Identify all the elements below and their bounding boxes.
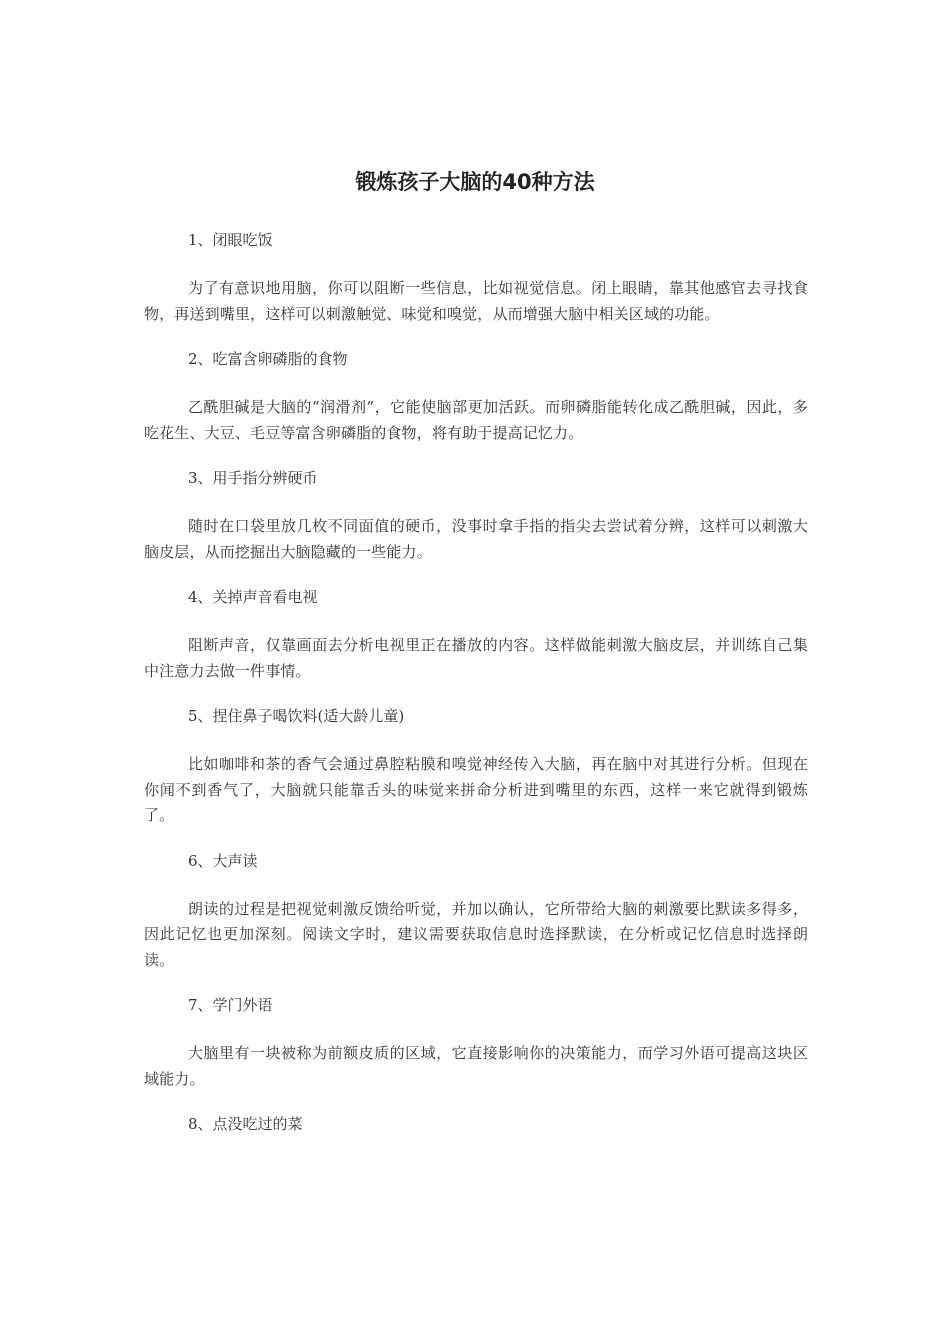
document-title: 锻炼孩子大脑的40种方法 (355, 170, 595, 194)
section-paragraph: 朗读的过程是把视觉刺激反馈给听觉，并加以确认，它所带给大脑的刺激要比默读多得多，因此记忆也更加深刻。阅读文字时，建议需要获取信息时选择默读，在分析或记忆信息时选择朗读。 (144, 899, 808, 969)
section-paragraph: 阻断声音，仅靠画面去分析电视里正在播放的内容。这样做能刺激大脑皮层，并训练自己集中注意力去做一件事情。 (144, 636, 808, 680)
section-heading: 6、大声读 (188, 851, 258, 870)
document-body (144, 228, 808, 1160)
section-heading: 1、闭眼吃饭 (188, 231, 273, 249)
section-paragraph: 为了有意识地用脑，你可以阻断一些信息，比如视觉信息。闭上眼睛，靠其他感官去寻找食物，再送到嘴里，这样可以刺激触觉、味觉和嗅觉，从而增强大脑中相关区域的功能。 (144, 279, 808, 323)
section-paragraph: 大脑里有一块被称为前额皮质的区域，它直接影响你的决策能力，而学习外语可提高这块区域能力。 (144, 1044, 808, 1088)
section-heading: 8、点没吃过的菜 (188, 1115, 303, 1133)
section-heading: 3、用手指分辨硬币 (188, 469, 318, 487)
section-paragraph: 乙酰胆碱是大脑的“润滑剂”，它能使脑部更加活跃。而卵磷脂能转化成乙酰胆碱，因此，多吃花生、大豆、毛豆等富含卵磷脂的食物，将有助于提高记忆力。 (144, 398, 808, 442)
section-heading: 7、学门外语 (188, 996, 273, 1014)
section-paragraph: 比如咖啡和茶的香气会通过鼻腔粘膜和嗅觉神经传入大脑，再在脑中对其进行分析。但现在你闻不到香气了，大脑就只能靠舌头的味觉来拼命分析进到嘴里的东西，这样一来它就得到锻炼了。 (144, 755, 808, 824)
section-paragraph: 随时在口袋里放几枚不同面值的硬币，没事时拿手指的指尖去尝试着分辨，这样可以刺激大脑皮层，从而挖掘出大脑隐藏的一些能力。 (144, 517, 808, 561)
section-heading: 2、吃富含卵磷脂的食物 (188, 350, 348, 368)
section-heading: 5、捏住鼻子喝饮料(适大龄儿童) (188, 707, 405, 725)
section-heading: 4、关掉声音看电视 (188, 588, 318, 606)
